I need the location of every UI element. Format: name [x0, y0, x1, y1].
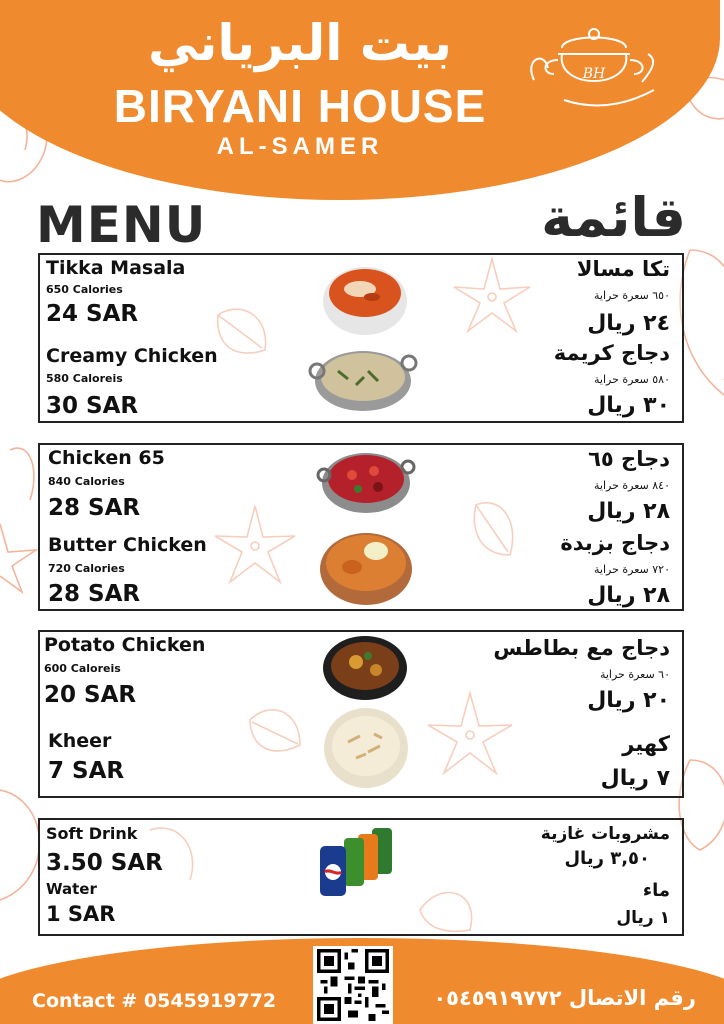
- item-price-ar: ٧ ريال: [600, 766, 670, 791]
- item-price-en: 30 SAR: [46, 393, 139, 419]
- item-price-ar: ٢٨ ريال: [587, 499, 670, 524]
- item-name-ar: دجاج مع بطاطس: [493, 636, 670, 660]
- restaurant-name-english: BIRYANI HOUSE: [113, 80, 487, 132]
- tikka-masala-bowl-icon: [320, 257, 410, 337]
- item-calories-en: 600 Caloreis: [44, 662, 121, 675]
- item-name-ar: مشروبات غازية: [540, 824, 670, 844]
- item-name-en: Tikka Masala: [46, 257, 186, 279]
- item-price-en: 20 SAR: [44, 682, 137, 708]
- chicken-65-pot-icon: [316, 445, 416, 521]
- item-name-ar: كهير: [622, 732, 670, 756]
- item-name-en: Chicken 65: [48, 447, 165, 469]
- potato-chicken-bowl-icon: [320, 632, 410, 704]
- soft-drink-cans-icon: [318, 824, 406, 898]
- restaurant-name-arabic: بيت البرياني: [148, 14, 452, 72]
- item-calories-ar: ٨٤٠ سعرة حراية: [594, 479, 670, 492]
- creamy-chicken-pot-icon: [308, 341, 418, 423]
- item-price-en: 28 SAR: [48, 495, 141, 521]
- butter-chicken-bowl-icon: [316, 521, 416, 611]
- item-price-ar: ٢٨ ريال: [587, 583, 670, 608]
- item-price-ar: ١ ريال: [616, 908, 670, 928]
- item-price-ar: ٢٠ ريال: [587, 688, 670, 713]
- item-calories-en: 580 Caloreis: [46, 372, 123, 385]
- item-name-en: Kheer: [48, 730, 112, 752]
- menu-section-2: [38, 443, 684, 611]
- item-name-ar: دجاج كريمة: [553, 341, 670, 365]
- item-calories-en: 650 Calories: [46, 283, 123, 296]
- item-name-en: Creamy Chicken: [46, 345, 218, 367]
- item-price-en: 3.50 SAR: [46, 850, 163, 876]
- contact-number-english[interactable]: Contact # 0545919772: [32, 990, 277, 1012]
- item-calories-ar: ٦٥٠ سعرة حراية: [594, 289, 670, 302]
- item-name-en: Butter Chicken: [48, 534, 207, 556]
- qr-code-icon[interactable]: [313, 946, 393, 1024]
- contact-number-arabic[interactable]: رقم الاتصال ٠٥٤٥٩١٩٧٧٢: [433, 986, 696, 1010]
- item-name-ar: ماء: [642, 880, 670, 901]
- item-price-ar: ٢٤ ريال: [587, 311, 670, 336]
- pot-logo-icon: [524, 20, 664, 120]
- menu-section-1: [38, 253, 684, 423]
- menu-section-drinks: [38, 818, 684, 936]
- item-calories-en: 840 Calories: [48, 475, 125, 488]
- item-price-en: 7 SAR: [48, 758, 125, 784]
- item-calories-ar: ٧٢٠ سعرة حراية: [594, 563, 670, 576]
- item-name-ar: تكا مسالا: [576, 257, 670, 281]
- item-name-ar: دجاج ٦٥: [588, 447, 670, 471]
- item-calories-ar: ٦٠ سعرة حراية: [599, 668, 670, 681]
- svg-text:BH: BH: [582, 66, 606, 82]
- item-name-en: Potato Chicken: [44, 634, 206, 656]
- menu-heading-english: MENU: [36, 196, 207, 254]
- item-calories-ar: ٥٨٠ سعرة حراية: [594, 373, 670, 386]
- item-calories-en: 720 Calories: [48, 562, 125, 575]
- item-price-ar: ٣,٥٠ ريال: [564, 848, 650, 869]
- item-name-ar: دجاج بزبدة: [560, 531, 670, 555]
- item-price-en: 28 SAR: [48, 581, 141, 607]
- restaurant-branch: AL-SAMER: [216, 133, 384, 160]
- item-price-en: 24 SAR: [46, 301, 139, 327]
- item-name-en: Soft Drink: [46, 824, 138, 843]
- item-price-en: 1 SAR: [46, 902, 116, 926]
- kheer-bowl-icon: [322, 706, 410, 790]
- menu-section-3: [38, 630, 684, 798]
- item-price-ar: ٣٠ ريال: [587, 393, 670, 418]
- menu-heading-arabic: قائمة: [541, 186, 686, 249]
- item-name-en: Water: [46, 880, 97, 898]
